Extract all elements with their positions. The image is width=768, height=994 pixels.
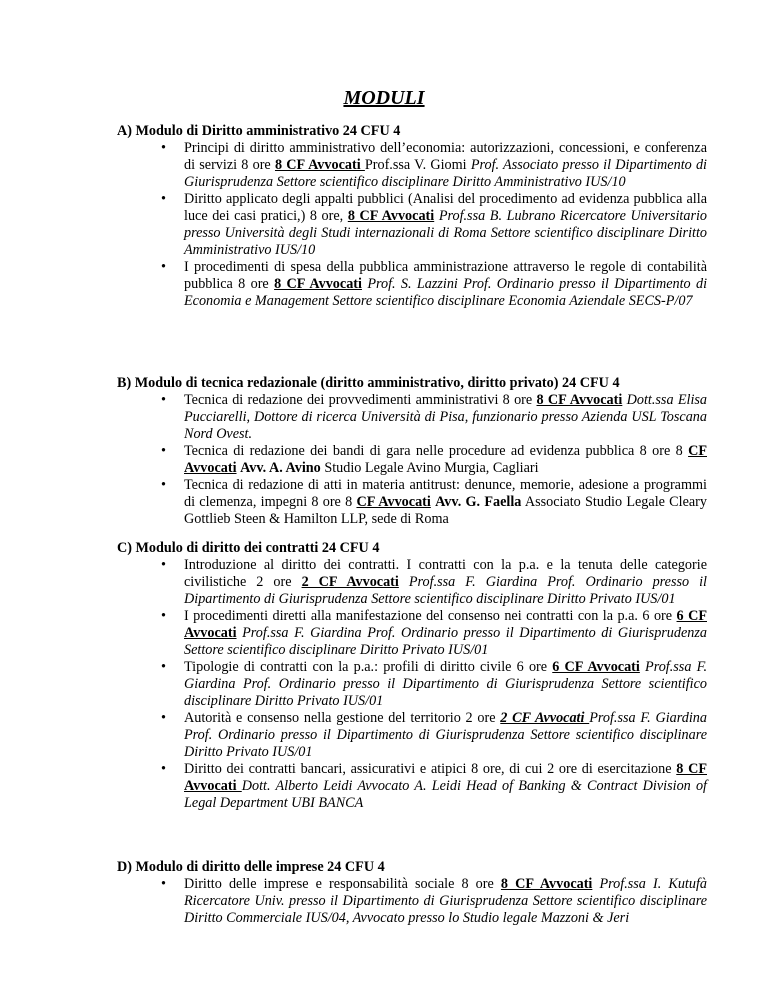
item-text: Autorità e consenso nella gestione del territorio 2 ore: [184, 710, 501, 726]
bullet-icon: •: [161, 259, 166, 275]
list-item: [117, 477, 707, 528]
cf-credits: 8 CF Avvocati: [274, 157, 365, 173]
item-text: Introduzione al diritto dei contratti. I contratti con la p.a. e la tenuta delle categorie civilistiche 2 ore: [184, 557, 707, 590]
module-items: [117, 876, 707, 927]
bullet-icon: •: [161, 557, 166, 573]
module-items: [117, 392, 707, 528]
item-text: Diritto delle imprese e responsabilità sociale 8 ore: [184, 876, 501, 892]
item-text: Diritto dei contratti bancari, assicurativi e atipici 8 ore, di cui 2 ore di esercitazione: [184, 761, 677, 777]
teacher-info: Prof. S. Lazzini Prof. Ordinario presso il Dipartimento di Economia e Management Settore scientifico disciplinare Economia Aziendale SECS-P/07: [184, 276, 708, 309]
bullet-icon: •: [161, 608, 166, 624]
item-text: I procedimenti di spesa della pubblica amministrazione attraverso le regole di contabilità pubblica 8 ore: [184, 259, 707, 292]
module-c: [117, 540, 707, 812]
list-item: [117, 710, 707, 761]
item-text: Tipologie di contratti con la p.a.: profili di diritto civile 6 ore: [184, 659, 553, 675]
bullet-icon: •: [161, 477, 166, 493]
item-text: Principi di diritto amministrativo dell’economia: autorizzazioni, concessioni, e conferenza di servizi 8 ore: [184, 140, 707, 173]
cf-credits: CF Avvocati: [356, 494, 431, 510]
list-item: [117, 659, 707, 710]
bullet-icon: •: [161, 710, 166, 726]
teacher-info: Prof.ssa F. Giardina Prof. Ordinario presso il Dipartimento di Giurisprudenza Settore scientifico disciplinare Diritto Privato IUS/01: [184, 710, 707, 760]
cf-credits: 8 CF Avvocati: [347, 208, 435, 224]
list-item: [117, 761, 707, 812]
module-heading: B) Modulo di tecnica redazionale (diritto amministrativo, diritto privato) 24 CFU 4: [117, 375, 620, 391]
module-b: [117, 375, 707, 528]
teacher-info: Dott. Alberto Leidi Avvocato A. Leidi Head of Banking & Contract Division of Legal Department UBI BANCA: [184, 778, 707, 811]
cf-credits: 8 CF Avvocati: [274, 276, 362, 292]
cf-credits: CF Avvocati: [184, 443, 707, 476]
teacher-info: Prof.ssa F. Giardina Prof. Ordinario presso il Dipartimento di Giurisprudenza Settore scientifico disciplinare Diritto Privato IUS/01: [184, 574, 707, 607]
list-item: [117, 191, 707, 259]
cf-credits: 2 CF Avvocati: [301, 574, 399, 590]
teacher-info: Prof.ssa B. Lubrano Ricercatore Universitario presso Università degli Studi internazionali di Roma Settore scientifico disciplinare Diritto Amministrativo IUS/10: [184, 208, 707, 258]
bullet-icon: •: [161, 761, 166, 777]
module-heading: D) Modulo di diritto delle imprese 24 CFU 4: [117, 859, 385, 875]
teacher-info: Prof.ssa I. Kutufà Ricercatore Univ. presso il Dipartimento di Giurisprudenza Settore scientifico disciplinare Diritto Commerciale IUS/04, Avvocato presso lo Studio legale Mazzoni & Jeri: [184, 876, 708, 926]
item-text: Tecnica di redazione dei provvedimenti amministrativi 8 ore: [184, 392, 537, 408]
item-text: [399, 574, 409, 590]
list-item: [117, 557, 707, 608]
cf-credits: 2 CF Avvocati: [500, 710, 590, 726]
list-item: [117, 259, 707, 310]
page-title: MODULI: [343, 87, 425, 109]
bullet-icon: •: [161, 443, 166, 459]
module-items: [117, 557, 707, 812]
bullet-icon: •: [161, 392, 166, 408]
teacher-info: Prof.ssa F. Giardina Prof. Ordinario presso il Dipartimento di Giurisprudenza Settore scientifico disciplinare Diritto Privato IUS/01: [184, 625, 708, 658]
item-text: Tecnica di redazione dei bandi di gara nelle procedure ad evidenza pubblica 8 ore 8: [184, 443, 689, 459]
list-item: [117, 876, 707, 927]
teacher-info: Studio Legale Avino Murgia, Cagliari: [320, 460, 539, 476]
item-text: Diritto applicato degli appalti pubblici (Analisi del procedimento ad evidenza pubblica alla luce dei casi pratici,) 8 ore,: [184, 191, 707, 224]
cf-credits: 6 CF Avvocati: [184, 608, 707, 641]
teacher-info: Prof. Associato presso il Dipartimento di Giurisprudenza Settore scientifico disciplinare Diritto Amministrativo IUS/10: [184, 157, 707, 190]
teacher-info: Associato Studio Legale Cleary Gottlieb Steen & Hamilton LLP, sede di Roma: [184, 494, 707, 527]
list-item: [117, 140, 707, 191]
module-items: [117, 140, 707, 310]
bullet-icon: •: [161, 140, 166, 156]
module-heading: A) Modulo di Diritto amministrativo 24 CFU 4: [117, 123, 401, 139]
item-text: I procedimenti diretti alla manifestazione del consenso nei contratti con la p.a. 6 ore: [184, 608, 677, 624]
item-text: Prof.ssa V. Giomi: [364, 157, 471, 173]
item-text: [592, 876, 599, 892]
teacher-name: Avv. G. Faella: [435, 494, 522, 510]
list-item: [117, 608, 707, 659]
teacher-info: Dott.ssa Elisa Pucciarelli, Dottore di ricerca Università di Pisa, funzionario presso Azienda USL Toscana Nord Ovest.: [184, 392, 708, 442]
bullet-icon: •: [161, 876, 166, 892]
list-item: [117, 392, 707, 443]
module-d: [117, 859, 707, 927]
cf-credits: 8 CF Avvocati: [536, 392, 623, 408]
module-a: [117, 123, 707, 310]
list-item: [117, 443, 707, 477]
module-heading: C) Modulo di diritto dei contratti 24 CFU 4: [117, 540, 380, 556]
bullet-icon: •: [161, 659, 166, 675]
item-text: Tecnica di redazione di atti in materia antitrust: denunce, memorie, adesione a programmi di clemenza, impegni 8 ore 8: [184, 477, 707, 510]
teacher-info: Prof.ssa F. Giardina Prof. Ordinario presso il Dipartimento di Giurisprudenza Settore scientifico disciplinare Diritto Privato IUS/01: [184, 659, 707, 709]
teacher-name: Avv. A. Avino: [240, 460, 321, 476]
cf-credits: 8 CF Avvocati: [500, 876, 593, 892]
cf-credits: 6 CF Avvocati: [552, 659, 640, 675]
bullet-icon: •: [161, 191, 166, 207]
cf-credits: 8 CF Avvocati: [184, 761, 707, 794]
